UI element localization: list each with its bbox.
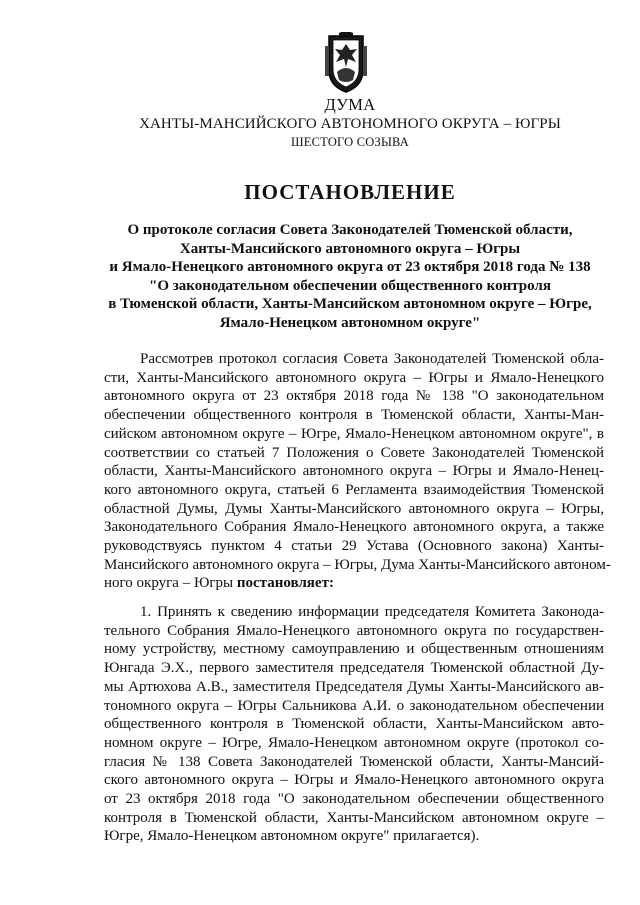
preamble-paragraph <box>104 350 611 593</box>
paragraph-line: сти, Ханты-Мансийского автономного округа – Югры и Ямало-Ненецкого <box>104 369 604 386</box>
paragraph-line: тономного округа – Югры Сальникова А.И. о законодательном обеспечении <box>104 697 604 714</box>
document-title: ПОСТАНОВЛЕНИЕ <box>244 180 456 204</box>
paragraph-line: Мансийского автономного округа – Югры, Дума Ханты-Мансийского автоном- <box>104 556 611 573</box>
paragraph-line: ского автономного округа – Югры и Ямало-Ненецкого автономного округа <box>104 772 604 789</box>
document-subject <box>90 221 610 333</box>
paragraph-line: гласия № 138 Совета Законодателей Тюменской области, Ханты-Мансий- <box>104 753 604 770</box>
subject-line: Ханты-Мансийского автономного округа – Югры <box>179 240 521 257</box>
paragraph-line: номном округе – Югре, Ямало-Ненецком автономном округе (протокол со- <box>104 734 604 751</box>
paragraph-line: Рассмотрев протокол согласия Совета Законодателей Тюменской обла- <box>140 351 604 367</box>
subject-line: О протоколе согласия Совета Законодателей Тюменской области, <box>127 222 573 238</box>
subject-line: Ямало-Ненецком автономном округе" <box>219 314 481 331</box>
paragraph-line: областной Думы, Думы Ханты-Мансийского автономного округа – Югры, <box>104 500 604 517</box>
org-title: ДУМА <box>324 95 376 114</box>
paragraph-line: тельного Собрания Ямало-Ненецкого автономного округа по государствен- <box>104 622 604 639</box>
paragraph-line: руководствуясь пунктом 4 статьи 29 Устава (Основного закона) Ханты- <box>104 538 604 555</box>
paragraph-line: обеспечении общественного контроля в Тюменской области, Ханты-Ман- <box>104 407 604 424</box>
subject-line: в Тюменской области, Ханты-Мансийском автономном округе – Югре, <box>108 296 592 313</box>
paragraph-line: мы Артюхова А.В., заместителя Председателя Думы Ханты-Мансийского ав- <box>104 678 604 695</box>
paragraph-line: Югре, Ямало-Ненецком автономном округе" прилагается). <box>104 828 480 845</box>
paragraph-line: кого автономного округа, статьей 6 Регламента взаимодействия Тюменской <box>104 481 604 498</box>
paragraph-line: контроля в Тюменской области, Ханты-Мансийском автономном округе – <box>104 809 604 826</box>
org-convocation: ШЕСТОГО СОЗЫВА <box>290 135 410 149</box>
paragraph-line: от 23 октября 2018 года "О законодательном обеспечении общественного <box>104 791 604 808</box>
resolution-item-1 <box>104 603 604 846</box>
subject-line: "О законодательном обеспечении общественного контроля <box>149 277 551 294</box>
subject-line: и Ямало-Ненецкого автономного округа от 23 октября 2018 года № 138 <box>109 259 591 276</box>
paragraph-line: общественного контроля в Тюменской области, Ханты-Мансийском авто- <box>104 716 604 733</box>
paragraph-line: ному устройству, местному самоуправлению и общественным отношениям <box>104 641 604 658</box>
paragraph-line: Законодательного Собрания Ямало-Ненецкого автономного округа, а также <box>104 519 604 536</box>
paragraph-line-text: ного округа – Югры <box>104 575 237 592</box>
paragraph-line: сийском автономном округе – Югре, Ямало-Ненецком автономном округе", в <box>104 425 604 442</box>
coat-of-arms-icon <box>323 32 369 94</box>
resolution-keyword: постановляет: <box>236 575 334 592</box>
paragraph-line: 1. Принять к сведению информации председателя Комитета Законода- <box>140 604 604 620</box>
paragraph-last-line <box>104 574 604 593</box>
paragraph-line: соответствии со статьей 7 Положения о Совете Законодателей Тюменской <box>104 444 604 461</box>
paragraph-line: автономного округа от 23 октября 2018 года № 138 "О законодательном <box>104 388 604 405</box>
org-region: ХАНТЫ-МАНСИЙСКОГО АВТОНОМНОГО ОКРУГА – ЮГРЫ <box>139 116 561 132</box>
paragraph-line: Юнгада Э.Х., первого заместителя председателя Тюменской областной Ду- <box>104 660 604 677</box>
paragraph-line: области, Ханты-Мансийского автономного округа – Югры и Ямало-Ненец- <box>104 463 604 480</box>
